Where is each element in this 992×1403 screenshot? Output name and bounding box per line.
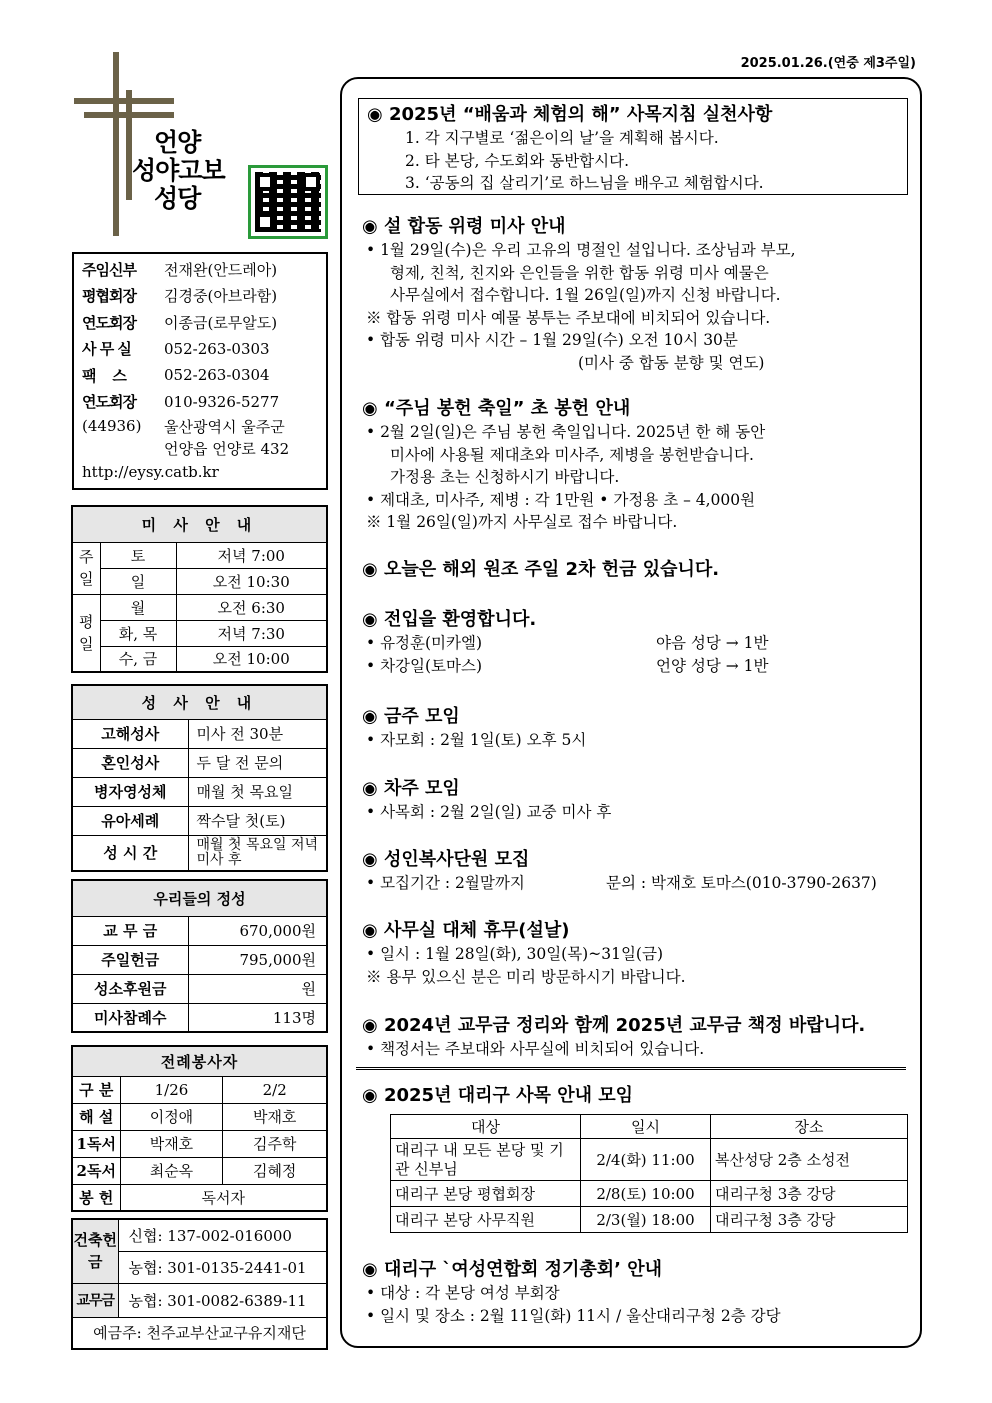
section-title: ◉ 2024년 교무금 정리와 함께 2025년 교무금 책정 바랍니다. (362, 1015, 866, 1036)
info-value: 김경중(아브라함) (164, 287, 278, 306)
section-title: ◉ 성인복사단원 모집 (362, 849, 530, 870)
section-title: ◉ 사무실 대체 휴무(설날) (362, 920, 570, 941)
building-account-2: 농협: 301-0135-2441-01 (118, 1251, 327, 1283)
tithe-label: 교무금 (72, 1283, 118, 1317)
mass-day: 화, 목 (100, 620, 176, 646)
offering-value: 795,000원 (188, 945, 327, 974)
sacrament-name: 혼인성사 (72, 748, 188, 777)
table-cell: 복산성당 2층 소성전 (711, 1139, 908, 1181)
section-line: • 사목회 : 2월 2일(일) 교중 미사 후 (366, 803, 612, 821)
offering-name: 미사참례수 (72, 1003, 188, 1032)
section-line: • 대상 : 각 본당 여성 부회장 (366, 1284, 560, 1302)
logo-text-1: 언양 (154, 128, 201, 157)
mass-time: 오전 10:30 (176, 568, 327, 594)
section-women-assembly (362, 1258, 918, 1327)
account-holder: 예금주: 천주교부산교구유지재단 (72, 1317, 327, 1349)
section-line: • 일시 및 장소 : 2월 11일(화) 11시 / 울산대리구청 2층 강당 (366, 1306, 781, 1325)
offering-value: 670,000원 (188, 916, 327, 945)
sacrament-info (71, 684, 328, 872)
mass-title: 미 사 안 내 (72, 506, 327, 542)
section-title: ◉ “주님 봉헌 축일” 초 봉헌 안내 (362, 398, 631, 419)
offering-value: 113명 (188, 1003, 327, 1032)
info-label: 팩 스 (82, 366, 126, 385)
sacrament-value: 미사 전 30분 (188, 719, 327, 748)
district-meeting-table (390, 1114, 908, 1233)
offering-title: 우리들의 정성 (72, 880, 327, 916)
newcomer-from: 언양 성당 → 1반 (656, 656, 769, 675)
mass-time: 저녁 7:00 (176, 542, 327, 568)
table-head: 장소 (711, 1115, 908, 1139)
weekday-label: 평일 (72, 594, 100, 672)
server-role: 봉 헌 (72, 1184, 120, 1211)
section-welcome (362, 608, 918, 677)
server-name: 김주학 (223, 1130, 327, 1157)
parish-info-box (72, 252, 328, 490)
mass-time: 오전 10:00 (176, 646, 327, 672)
section-title: ◉ 차주 모임 (362, 778, 460, 799)
server-role: 1독서 (72, 1130, 120, 1157)
info-label: 주임신부 (82, 260, 136, 279)
section-line: 미사에 사용될 제대초와 미사주, 제병을 봉헌받습니다. (390, 445, 754, 464)
info-label: 사 무 실 (82, 340, 131, 359)
section-line: • 1월 29일(수)은 우리 고유의 명절인 설입니다. 조상님과 부모, (366, 241, 796, 259)
parish-url-link[interactable]: http://eysy.catb.kr (82, 463, 219, 481)
parish-logo (74, 52, 234, 238)
section-district-meeting (362, 1084, 918, 1108)
section-line: • 자모회 : 2월 1일(토) 오후 5시 (366, 731, 587, 749)
guideline-item: 1. 각 지구별로 ‘젊은이의 날’을 계획해 봅시다. (405, 129, 719, 147)
section-title: ◉ 설 합동 위령 미사 안내 (362, 216, 566, 237)
server-name: 이정애 (120, 1103, 223, 1130)
qr-code-icon[interactable] (248, 165, 328, 239)
section-line: (미사 중 합동 분향 및 연도) (578, 353, 765, 372)
info-value: 전재완(안드레아) (164, 260, 278, 279)
section-line: ※ 합동 위령 미사 예물 봉투는 주보대에 비치되어 있습니다. (366, 308, 771, 327)
section-line: • 일시 : 1월 28일(화), 30일(목)~31일(금) (366, 945, 663, 963)
server-role: 2독서 (72, 1157, 120, 1184)
tithe-account: 농협: 301-0082-6389-11 (118, 1283, 327, 1317)
table-cell: 대리구 내 모든 본당 및 기관 신부님 (391, 1139, 581, 1181)
section-line: 가정용 초는 신청하시기 바랍니다. (390, 468, 620, 486)
mass-day: 토 (100, 542, 176, 568)
section-title: ◉ 오늘은 해외 원조 주일 2차 헌금 있습니다. (362, 559, 720, 580)
server-name: 김혜정 (223, 1157, 327, 1184)
address-line-2: 언양읍 언양로 432 (164, 439, 290, 458)
offering-name: 교 무 금 (72, 916, 188, 945)
servers-title: 전례봉사자 (72, 1046, 327, 1076)
divider (356, 1067, 906, 1070)
newcomer-from: 야음 성당 → 1반 (656, 634, 769, 652)
section-lunar-newyear-mass (362, 215, 918, 374)
mass-day: 수, 금 (100, 646, 176, 672)
info-label: 평협회장 (82, 287, 136, 306)
sacrament-value: 짝수달 첫(토) (188, 806, 327, 835)
postcode: (44936) (82, 417, 142, 435)
server-name: 박재호 (120, 1130, 223, 1157)
bank-accounts (71, 1218, 328, 1350)
section-altar-servers (362, 848, 918, 895)
section-line: • 책정서는 주보대와 사무실에 비치되어 있습니다. (366, 1040, 705, 1058)
offering-name: 성소후원금 (72, 974, 188, 1003)
server-role: 해 설 (72, 1103, 120, 1130)
mass-day: 일 (100, 568, 176, 594)
table-cell: 대리구 본당 평협회장 (391, 1181, 581, 1207)
info-label: 연도회장 (82, 393, 136, 412)
table-cell: 대리구 본당 사무직원 (391, 1207, 581, 1233)
logo-text-2: 성야고보 (132, 156, 225, 185)
table-head: 대상 (391, 1115, 581, 1139)
sacrament-name: 병자영성체 (72, 777, 188, 806)
section-line: 사무실에서 접수합니다. 1월 26일(일)까지 신청 바랍니다. (390, 286, 781, 304)
sacrament-title: 성 사 안 내 (72, 685, 327, 719)
section-line: • 합동 위령 미사 시간 – 1월 29일(수) 오전 10시 30분 (366, 331, 738, 349)
offering-value: 원 (188, 974, 327, 1003)
table-head: 일시 (581, 1115, 711, 1139)
server-name: 최순옥 (120, 1157, 223, 1184)
logo-text-3: 성당 (154, 184, 201, 213)
section-title: ◉ 대리구 `여성연합회 정기총회’ 안내 (362, 1259, 663, 1280)
guideline-item: 2. 타 본당, 수도회와 동반합시다. (405, 151, 630, 170)
address-line-1: 울산광역시 울주군 (164, 417, 285, 436)
newcomer-name: • 유정훈(미카엘) (366, 634, 483, 652)
section-line: • 2월 2일(일)은 주님 봉헌 축일입니다. 2025년 한 해 동안 (366, 423, 766, 441)
section-second-collection (362, 558, 918, 582)
pastoral-guideline-box (358, 98, 908, 195)
info-value: 이종금(로무알도) (164, 313, 278, 332)
table-cell: 2/3(월) 18:00 (581, 1207, 711, 1233)
sacrament-value: 두 달 전 문의 (188, 748, 327, 777)
fax-number: 052-263-0304 (164, 366, 270, 385)
table-cell: 대리구청 3층 강당 (711, 1181, 908, 1207)
sacrament-name: 고해성사 (72, 719, 188, 748)
servers-head: 1/26 (120, 1076, 223, 1103)
servers-head: 구 분 (72, 1076, 120, 1103)
section-next-week (362, 777, 918, 824)
section-line: ※ 1월 26일(일)까지 사무실로 접수 바랍니다. (366, 513, 678, 531)
section-line: 형제, 친척, 친지와 은인들을 위한 합동 위령 미사 예물은 (390, 263, 769, 282)
table-cell: 대리구청 3층 강당 (711, 1207, 908, 1233)
offering-name: 주일헌금 (72, 945, 188, 974)
office-phone[interactable]: 052-263-0303 (164, 339, 270, 358)
section-tithe (362, 1014, 918, 1061)
mass-time: 저녁 7:30 (176, 620, 327, 646)
section-line: • 제대초, 미사주, 제병 : 각 1만원 • 가정용 초 – 4,000원 (366, 490, 756, 509)
guideline-item: 3. ‘공동의 집 살리기’로 하느님을 배우고 체험합시다. (405, 174, 764, 192)
server-name: 박재호 (223, 1103, 327, 1130)
mass-day: 월 (100, 594, 176, 620)
liturgy-servers (71, 1045, 328, 1212)
section-title: ◉ 2025년 대리구 사목 안내 모임 (362, 1085, 634, 1106)
section-line: 문의 : 박재호 토마스(010-3790-2637) (606, 874, 877, 892)
section-candle-offering (362, 397, 918, 534)
sacrament-name: 유아세례 (72, 806, 188, 835)
server-name: 독서자 (120, 1184, 327, 1211)
sacrament-value: 매월 첫 목요일 (188, 777, 327, 806)
sacrament-value: 매월 첫 목요일 저녁미사 후 (188, 835, 327, 871)
section-this-week (362, 705, 918, 752)
building-fund-label: 건축헌금 (72, 1219, 118, 1283)
info-label: 연도회장 (82, 313, 136, 332)
servers-head: 2/2 (223, 1076, 327, 1103)
newcomer-name: • 차강일(토마스) (366, 656, 483, 675)
table-cell: 2/4(화) 11:00 (581, 1139, 711, 1181)
guideline-title: ◉ 2025년 “배움과 체험의 해” 사목지침 실천사항 (367, 104, 773, 125)
section-title: ◉ 전입을 환영합니다. (362, 609, 537, 630)
info-phone[interactable]: 010-9326-5277 (164, 392, 280, 411)
section-line: • 모집기간 : 2월말까지 (366, 874, 525, 892)
sacrament-name: 성 시 간 (72, 835, 188, 871)
table-cell: 2/8(토) 10:00 (581, 1181, 711, 1207)
building-account-1: 신협: 137-002-016000 (118, 1219, 327, 1251)
section-line: ※ 용무 있으신 분은 미리 방문하시기 바랍니다. (366, 967, 686, 986)
section-title: ◉ 금주 모임 (362, 706, 460, 727)
mass-schedule (71, 505, 328, 673)
bulletin-date: 2025.01.26.(연중 제3주일) (740, 56, 916, 71)
section-office-closed (362, 919, 918, 988)
mass-time: 오전 6:30 (176, 594, 327, 620)
cross-icon (113, 52, 119, 236)
sunday-label: 주일 (72, 542, 100, 594)
offering-table (71, 879, 328, 1033)
